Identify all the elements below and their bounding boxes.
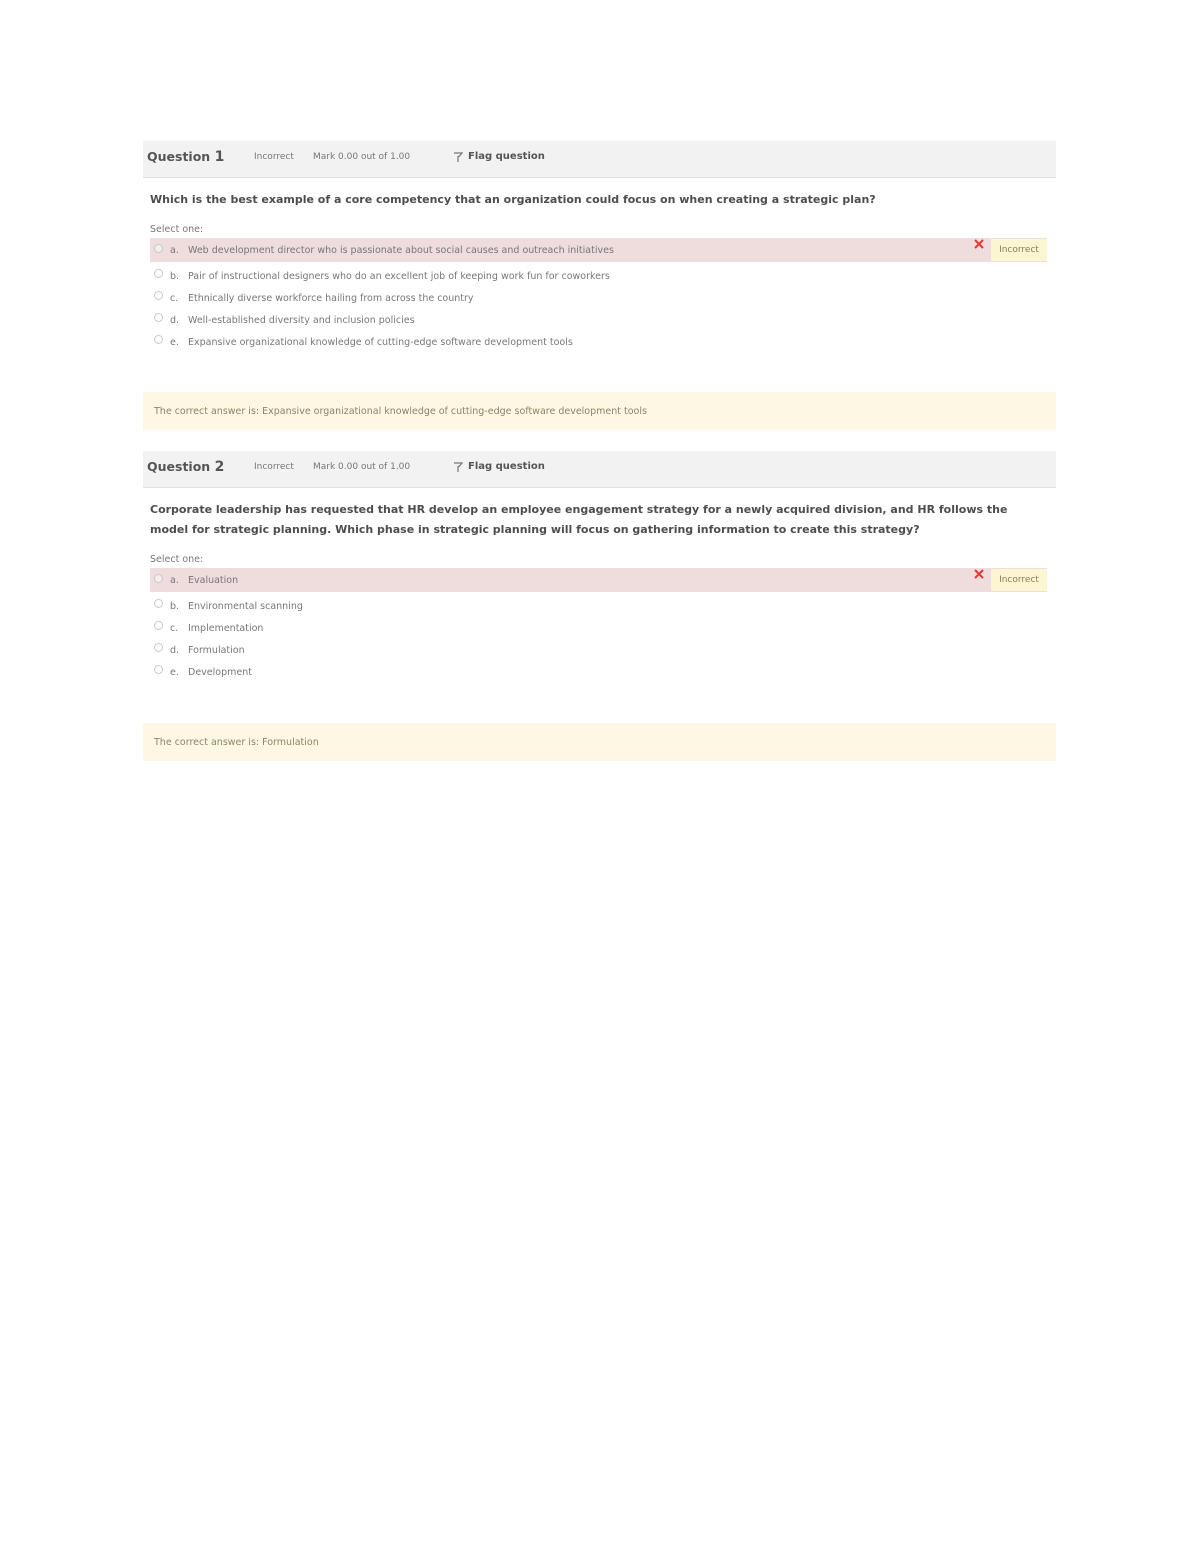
close-x-icon: [973, 238, 985, 250]
answer-option-a[interactable]: [150, 568, 1047, 592]
question-label: Question: [147, 149, 211, 164]
answer-text: Web development director who is passionate about social causes and outreach initiatives: [188, 244, 614, 256]
flag-icon: [453, 462, 463, 472]
answer-text: Well-established diversity and inclusion policies: [188, 314, 415, 326]
radio-icon[interactable]: [154, 643, 163, 652]
question-state: Incorrect: [254, 152, 294, 162]
question-state: Incorrect: [254, 462, 294, 472]
answer-option-d[interactable]: [150, 639, 1047, 661]
radio-icon[interactable]: [154, 574, 163, 583]
question-grade: Mark 0.00 out of 1.00: [313, 462, 411, 472]
radio-icon[interactable]: [154, 335, 163, 344]
answer-letter: a.: [170, 574, 179, 586]
question-number: 2: [214, 459, 225, 475]
answer-letter: e.: [170, 666, 179, 678]
question-header: [143, 141, 1056, 178]
answer-list: [143, 568, 1056, 683]
select-one-prompt: Select one:: [150, 224, 204, 235]
answer-text: Environmental scanning: [188, 600, 303, 612]
radio-icon[interactable]: [154, 291, 163, 300]
question-title: [147, 459, 224, 475]
flag-question-label: Flag question: [468, 461, 545, 472]
correct-answer-feedback: The correct answer is: Formulation: [143, 723, 1056, 761]
answer-text: Formulation: [188, 644, 245, 656]
answer-option-e[interactable]: [150, 331, 1047, 353]
question-header: [143, 451, 1056, 488]
answer-list: [143, 238, 1056, 353]
select-one-prompt: Select one:: [150, 554, 204, 565]
question-title: [147, 149, 224, 165]
question-grade: Mark 0.00 out of 1.00: [313, 152, 411, 162]
answer-letter: d.: [170, 314, 180, 326]
answer-option-d[interactable]: [150, 309, 1047, 331]
answer-option-c[interactable]: [150, 287, 1047, 309]
question-text: Corporate leadership has requested that HR develop an employee engagement strategy for a newly acquired division, and HR follows the model for strategic planning. Which phase in strategic planning will focus on gathering information to create this strategy?: [150, 503, 1008, 536]
question-1: [143, 141, 1056, 417]
answer-text: Pair of instructional designers who do an excellent job of keeping work fun for coworkers: [188, 270, 610, 282]
question-2: [143, 451, 1056, 748]
radio-icon[interactable]: [154, 269, 163, 278]
radio-icon[interactable]: [154, 244, 163, 253]
correct-answer-feedback: The correct answer is: Expansive organizational knowledge of cutting-edge software development tools: [143, 392, 1056, 430]
answer-letter: b.: [170, 600, 180, 612]
answer-letter: c.: [170, 622, 179, 634]
question-label: Question: [147, 459, 211, 474]
answer-letter: c.: [170, 292, 179, 304]
radio-icon[interactable]: [154, 313, 163, 322]
answer-letter: d.: [170, 644, 180, 656]
radio-icon[interactable]: [154, 621, 163, 630]
answer-letter: b.: [170, 270, 180, 282]
flag-question-label: Flag question: [468, 151, 545, 162]
flag-icon: [453, 152, 463, 162]
question-number: 1: [214, 149, 225, 165]
answer-option-c[interactable]: [150, 617, 1047, 639]
answer-letter: e.: [170, 336, 179, 348]
answer-option-b[interactable]: [150, 595, 1047, 617]
answer-text: Expansive organizational knowledge of cutting-edge software development tools: [188, 336, 573, 348]
answer-option-b[interactable]: [150, 265, 1047, 287]
answer-letter: a.: [170, 244, 179, 256]
close-x-icon: [973, 568, 985, 580]
answer-option-e[interactable]: [150, 661, 1047, 683]
radio-icon[interactable]: [154, 665, 163, 674]
radio-icon[interactable]: [154, 599, 163, 608]
answer-text: Ethnically diverse workforce hailing from across the country: [188, 292, 474, 304]
incorrect-badge: Incorrect: [991, 239, 1047, 261]
question-text: Which is the best example of a core competency that an organization could focus on when creating a strategic plan?: [150, 193, 876, 206]
answer-text: Implementation: [188, 622, 264, 634]
answer-option-a[interactable]: [150, 238, 1047, 262]
flag-question-button[interactable]: [453, 461, 545, 472]
incorrect-badge: Incorrect: [991, 569, 1047, 591]
flag-question-button[interactable]: [453, 151, 545, 162]
answer-text: Development: [188, 666, 252, 678]
answer-text: Evaluation: [188, 574, 239, 586]
